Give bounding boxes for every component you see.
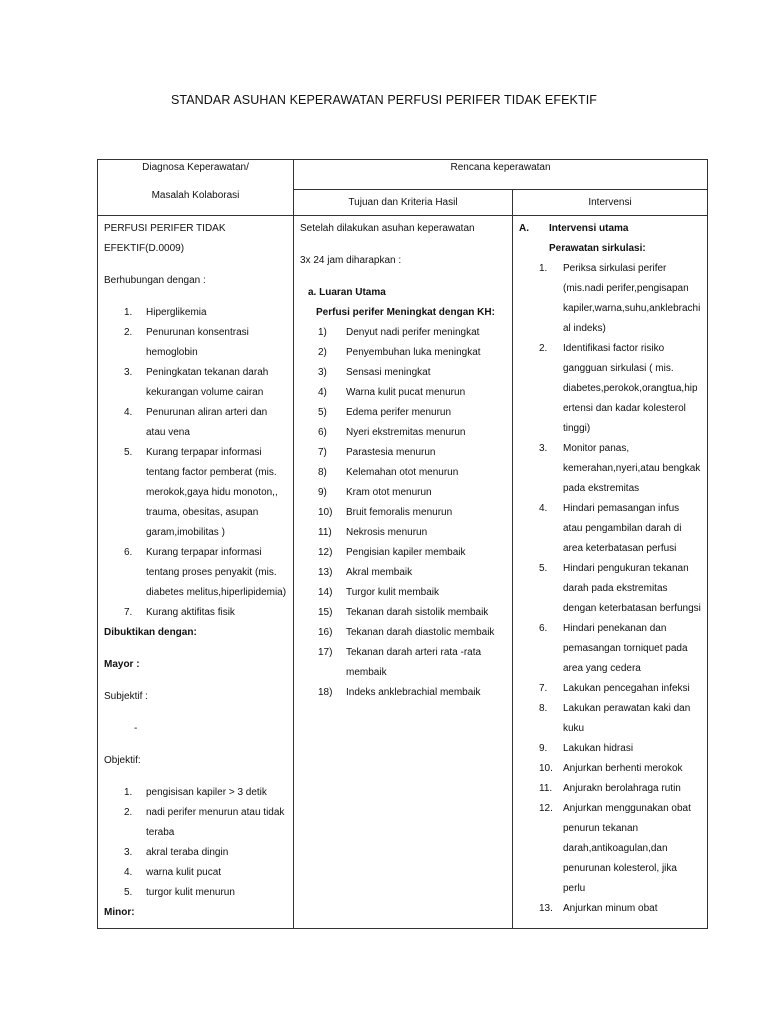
outcome-item — [300, 523, 506, 543]
outcome-item-number: 7) — [318, 447, 327, 458]
outcome-item — [300, 623, 506, 643]
header-rencana — [294, 160, 708, 190]
intervention-item-text: Lakukan perawatan kaki dan kuku — [563, 703, 691, 734]
outcomes-intro-line1: Setelah dilakukan asuhan keperawatan — [300, 223, 475, 234]
outcome-item-text: Akral membaik — [346, 567, 413, 578]
intervention-item-number: 1. — [539, 263, 548, 274]
related-item-number: 2. — [124, 327, 133, 338]
objektif-item-text: nadi perifer menurun atau tidak teraba — [146, 807, 285, 838]
outcome-item — [300, 543, 506, 563]
intervention-item-number: 3. — [539, 443, 548, 454]
related-item-number: 4. — [124, 407, 133, 418]
outcome-item-number: 6) — [318, 427, 327, 438]
header-diagnosa-line2: Masalah Kolaborasi — [151, 190, 240, 201]
outcome-item — [300, 563, 506, 583]
evidence-label: Dibuktikan dengan: — [104, 627, 197, 638]
intervention-item-text: Hindari pengukuran tekanan darah pada ekstremitas dengan keterbatasan berfungsi — [563, 563, 701, 614]
intervention-section-num: A. — [519, 223, 529, 234]
header-diagnosa-line1: Diagnosa Keperawatan/ — [142, 162, 249, 173]
outcome-item-text: Indeks anklebrachial membaik — [346, 687, 481, 698]
intervention-item — [519, 739, 701, 759]
header-intervensi: Intervensi — [513, 190, 708, 216]
outcome-item — [300, 423, 506, 443]
outcome-item-number: 4) — [318, 387, 327, 398]
outcome-item — [300, 343, 506, 363]
outcome-item-number: 2) — [318, 347, 327, 358]
outcome-item — [300, 323, 506, 343]
related-item-text: Kurang aktifitas fisik — [146, 607, 235, 618]
related-item — [104, 403, 287, 443]
intervention-item — [519, 899, 701, 919]
intervention-item-number: 12. — [539, 803, 553, 814]
outcome-item-number: 17) — [318, 647, 333, 658]
intervention-item-text: Periksa sirkulasi perifer (mis.nadi perifer,pengisapan kapiler,warna,suhu,anklebrachi al indeks) — [563, 263, 701, 334]
header-rencana-label: Rencana keperawatan — [450, 162, 551, 173]
subjektif-label: Subjektif : — [104, 691, 148, 702]
intervention-list — [519, 259, 701, 919]
interventions-cell — [513, 216, 708, 929]
intervention-item-number: 5. — [539, 563, 548, 574]
intervention-item-number: 10. — [539, 763, 553, 774]
diagnosis-title-line2: EFEKTIF(D.0009) — [104, 243, 185, 254]
intervention-item — [519, 759, 701, 779]
related-item-number: 5. — [124, 447, 133, 458]
related-item — [104, 543, 287, 603]
outcome-item-text: Edema perifer menurun — [346, 407, 452, 418]
intervention-item — [519, 499, 701, 559]
intervention-item-number: 7. — [539, 683, 548, 694]
outcomes-intro-line2: 3x 24 jam diharapkan : — [300, 255, 402, 266]
intervention-item — [519, 619, 701, 679]
intervention-item-text: Lakukan hidrasi — [563, 743, 634, 754]
luaran-label: a. Luaran Utama — [308, 287, 386, 298]
outcome-item-text: Nyeri ekstremitas menurun — [346, 427, 466, 438]
outcome-item-number: 3) — [318, 367, 327, 378]
outcome-item — [300, 383, 506, 403]
intervention-item-number: 6. — [539, 623, 548, 634]
header-diagnosa — [98, 160, 294, 216]
outcome-item-number: 16) — [318, 627, 333, 638]
outcome-item-number: 5) — [318, 407, 327, 418]
objektif-list — [104, 783, 287, 903]
objektif-item — [104, 783, 287, 803]
objektif-item-text: akral teraba dingin — [146, 847, 229, 858]
intervention-item — [519, 799, 701, 899]
objektif-item-number: 2. — [124, 807, 133, 818]
outcome-item-text: Bruit femoralis menurun — [346, 507, 453, 518]
intervention-item — [519, 439, 701, 499]
objektif-item-number: 1. — [124, 787, 133, 798]
outcome-item-number: 10) — [318, 507, 333, 518]
outcome-list — [300, 323, 506, 703]
outcome-item-number: 13) — [318, 567, 333, 578]
intervention-item-text: Anjurkan menggunakan obat penurun tekanan darah,antikoagulan,dan penurunan kolesterol, jika perlu — [563, 803, 691, 894]
intervention-item — [519, 559, 701, 619]
objektif-item — [104, 803, 287, 843]
objektif-item-number: 4. — [124, 867, 133, 878]
diagnosis-cell — [98, 216, 294, 929]
outcome-item — [300, 603, 506, 623]
intervention-item-text: Anjurkan berhenti merokok — [563, 763, 683, 774]
outcome-item — [300, 483, 506, 503]
outcome-item-text: Tekanan darah arteri rata -rata membaik — [346, 647, 482, 678]
outcome-item — [300, 643, 506, 683]
intervention-item-number: 13. — [539, 903, 553, 914]
intervention-item — [519, 339, 701, 439]
objektif-item-text: turgor kulit menurun — [146, 887, 235, 898]
related-item-number: 7. — [124, 607, 133, 618]
outcomes-cell — [294, 216, 513, 929]
care-plan-table — [97, 159, 708, 929]
subjektif-value: - — [134, 723, 138, 734]
outcome-item-number: 1) — [318, 327, 327, 338]
outcome-item-text: Sensasi meningkat — [346, 367, 431, 378]
intervention-item-text: Hindari pemasangan infus atau pengambilan darah di area keterbatasan perfusi — [563, 503, 682, 554]
related-item — [104, 303, 287, 323]
objektif-item — [104, 843, 287, 863]
intervention-item-text: Hindari penekanan dan pemasangan torniquet pada area yang cedera — [563, 623, 688, 674]
outcome-item-number: 9) — [318, 487, 327, 498]
intervention-item-text: Monitor panas, kemerahan,nyeri,atau bengkak pada ekstremitas — [563, 443, 701, 494]
outcome-item-text: Tekanan darah sistolik membaik — [346, 607, 489, 618]
outcome-item — [300, 463, 506, 483]
intervention-sub-label: Perawatan sirkulasi: — [549, 243, 646, 254]
outcome-item-text: Penyembuhan luka meningkat — [346, 347, 481, 358]
outcome-item — [300, 503, 506, 523]
kh-label: Perfusi perifer Meningkat dengan KH: — [316, 307, 495, 318]
intervention-item — [519, 679, 701, 699]
outcome-item-text: Kelemahan otot menurun — [346, 467, 459, 478]
intervention-section-label: Intervensi utama — [549, 223, 629, 234]
objektif-item — [104, 883, 287, 903]
intervention-item-text: Lakukan pencegahan infeksi — [563, 683, 690, 694]
outcome-item-text: Nekrosis menurun — [346, 527, 428, 538]
outcome-item-number: 15) — [318, 607, 333, 618]
minor-label: Minor: — [104, 907, 135, 918]
related-item-text: Penurunan aliran arteri dan atau vena — [146, 407, 268, 438]
outcome-item-text: Denyut nadi perifer meningkat — [346, 327, 480, 338]
intervention-item-number: 8. — [539, 703, 548, 714]
outcome-item-number: 11) — [318, 527, 332, 538]
intervention-section-head — [519, 219, 701, 239]
outcome-item — [300, 583, 506, 603]
intervention-item-number: 11. — [539, 783, 553, 794]
outcome-item — [300, 363, 506, 383]
related-item — [104, 603, 287, 623]
objektif-item-text: pengisisan kapiler > 3 detik — [146, 787, 267, 798]
intervention-item-text: Anjurakn berolahraga rutin — [563, 783, 681, 794]
intervention-item — [519, 779, 701, 799]
header-tujuan: Tujuan dan Kriteria Hasil — [294, 190, 513, 216]
related-item-text: Hiperglikemia — [146, 307, 207, 318]
outcome-item — [300, 443, 506, 463]
related-item — [104, 363, 287, 403]
diagnosis-title-line1: PERFUSI PERIFER TIDAK — [104, 223, 226, 234]
related-item — [104, 443, 287, 543]
intervention-item-text: Identifikasi factor risiko gangguan sirkulasi ( mis. diabetes,perokok,orangtua,hip ertensi dan kadar kolesterol tinggi) — [563, 343, 698, 434]
intervention-item-number: 9. — [539, 743, 548, 754]
outcome-item-number: 8) — [318, 467, 327, 478]
outcome-item-text: Turgor kulit membaik — [346, 587, 439, 598]
intervention-item-text: Anjurkan minum obat — [563, 903, 658, 914]
objektif-item-number: 5. — [124, 887, 133, 898]
intervention-item-number: 2. — [539, 343, 548, 354]
related-item-number: 6. — [124, 547, 133, 558]
objektif-label: Objektif: — [104, 755, 141, 766]
outcome-item-text: Tekanan darah diastolic membaik — [346, 627, 495, 638]
objektif-item — [104, 863, 287, 883]
outcome-item-number: 18) — [318, 687, 333, 698]
related-item-text: Kurang terpapar informasi tentang factor pemberat (mis. merokok,gaya hidu monoton,, trauma, obesitas, asupan garam,imobilitas ) — [146, 447, 278, 538]
related-label: Berhubungan dengan : — [104, 275, 206, 286]
outcome-item-number: 12) — [318, 547, 333, 558]
outcome-item-text: Parastesia menurun — [346, 447, 436, 458]
related-list — [104, 303, 287, 623]
mayor-label: Mayor : — [104, 659, 140, 670]
intervention-item — [519, 699, 701, 739]
objektif-item-text: warna kulit pucat — [146, 867, 222, 878]
objektif-item-number: 3. — [124, 847, 133, 858]
outcome-item — [300, 403, 506, 423]
related-item — [104, 323, 287, 363]
intervention-item — [519, 259, 701, 339]
outcome-item-number: 14) — [318, 587, 333, 598]
related-item-text: Peningkatan tekanan darah kekurangan volume cairan — [146, 367, 269, 398]
page-title: STANDAR ASUHAN KEPERAWATAN PERFUSI PERIFER TIDAK EFEKTIF — [170, 93, 598, 107]
outcome-item — [300, 683, 506, 703]
intervention-item-number: 4. — [539, 503, 548, 514]
outcome-item-text: Warna kulit pucat menurun — [346, 387, 466, 398]
related-item-text: Kurang terpapar informasi tentang proses penyakit (mis. diabetes melitus,hiperlipidemia) — [146, 547, 287, 598]
outcome-item-text: Pengisian kapiler membaik — [346, 547, 466, 558]
outcome-item-text: Kram otot menurun — [346, 487, 432, 498]
related-item-number: 1. — [124, 307, 133, 318]
related-item-text: Penurunan konsentrasi hemoglobin — [146, 327, 249, 358]
related-item-number: 3. — [124, 367, 133, 378]
